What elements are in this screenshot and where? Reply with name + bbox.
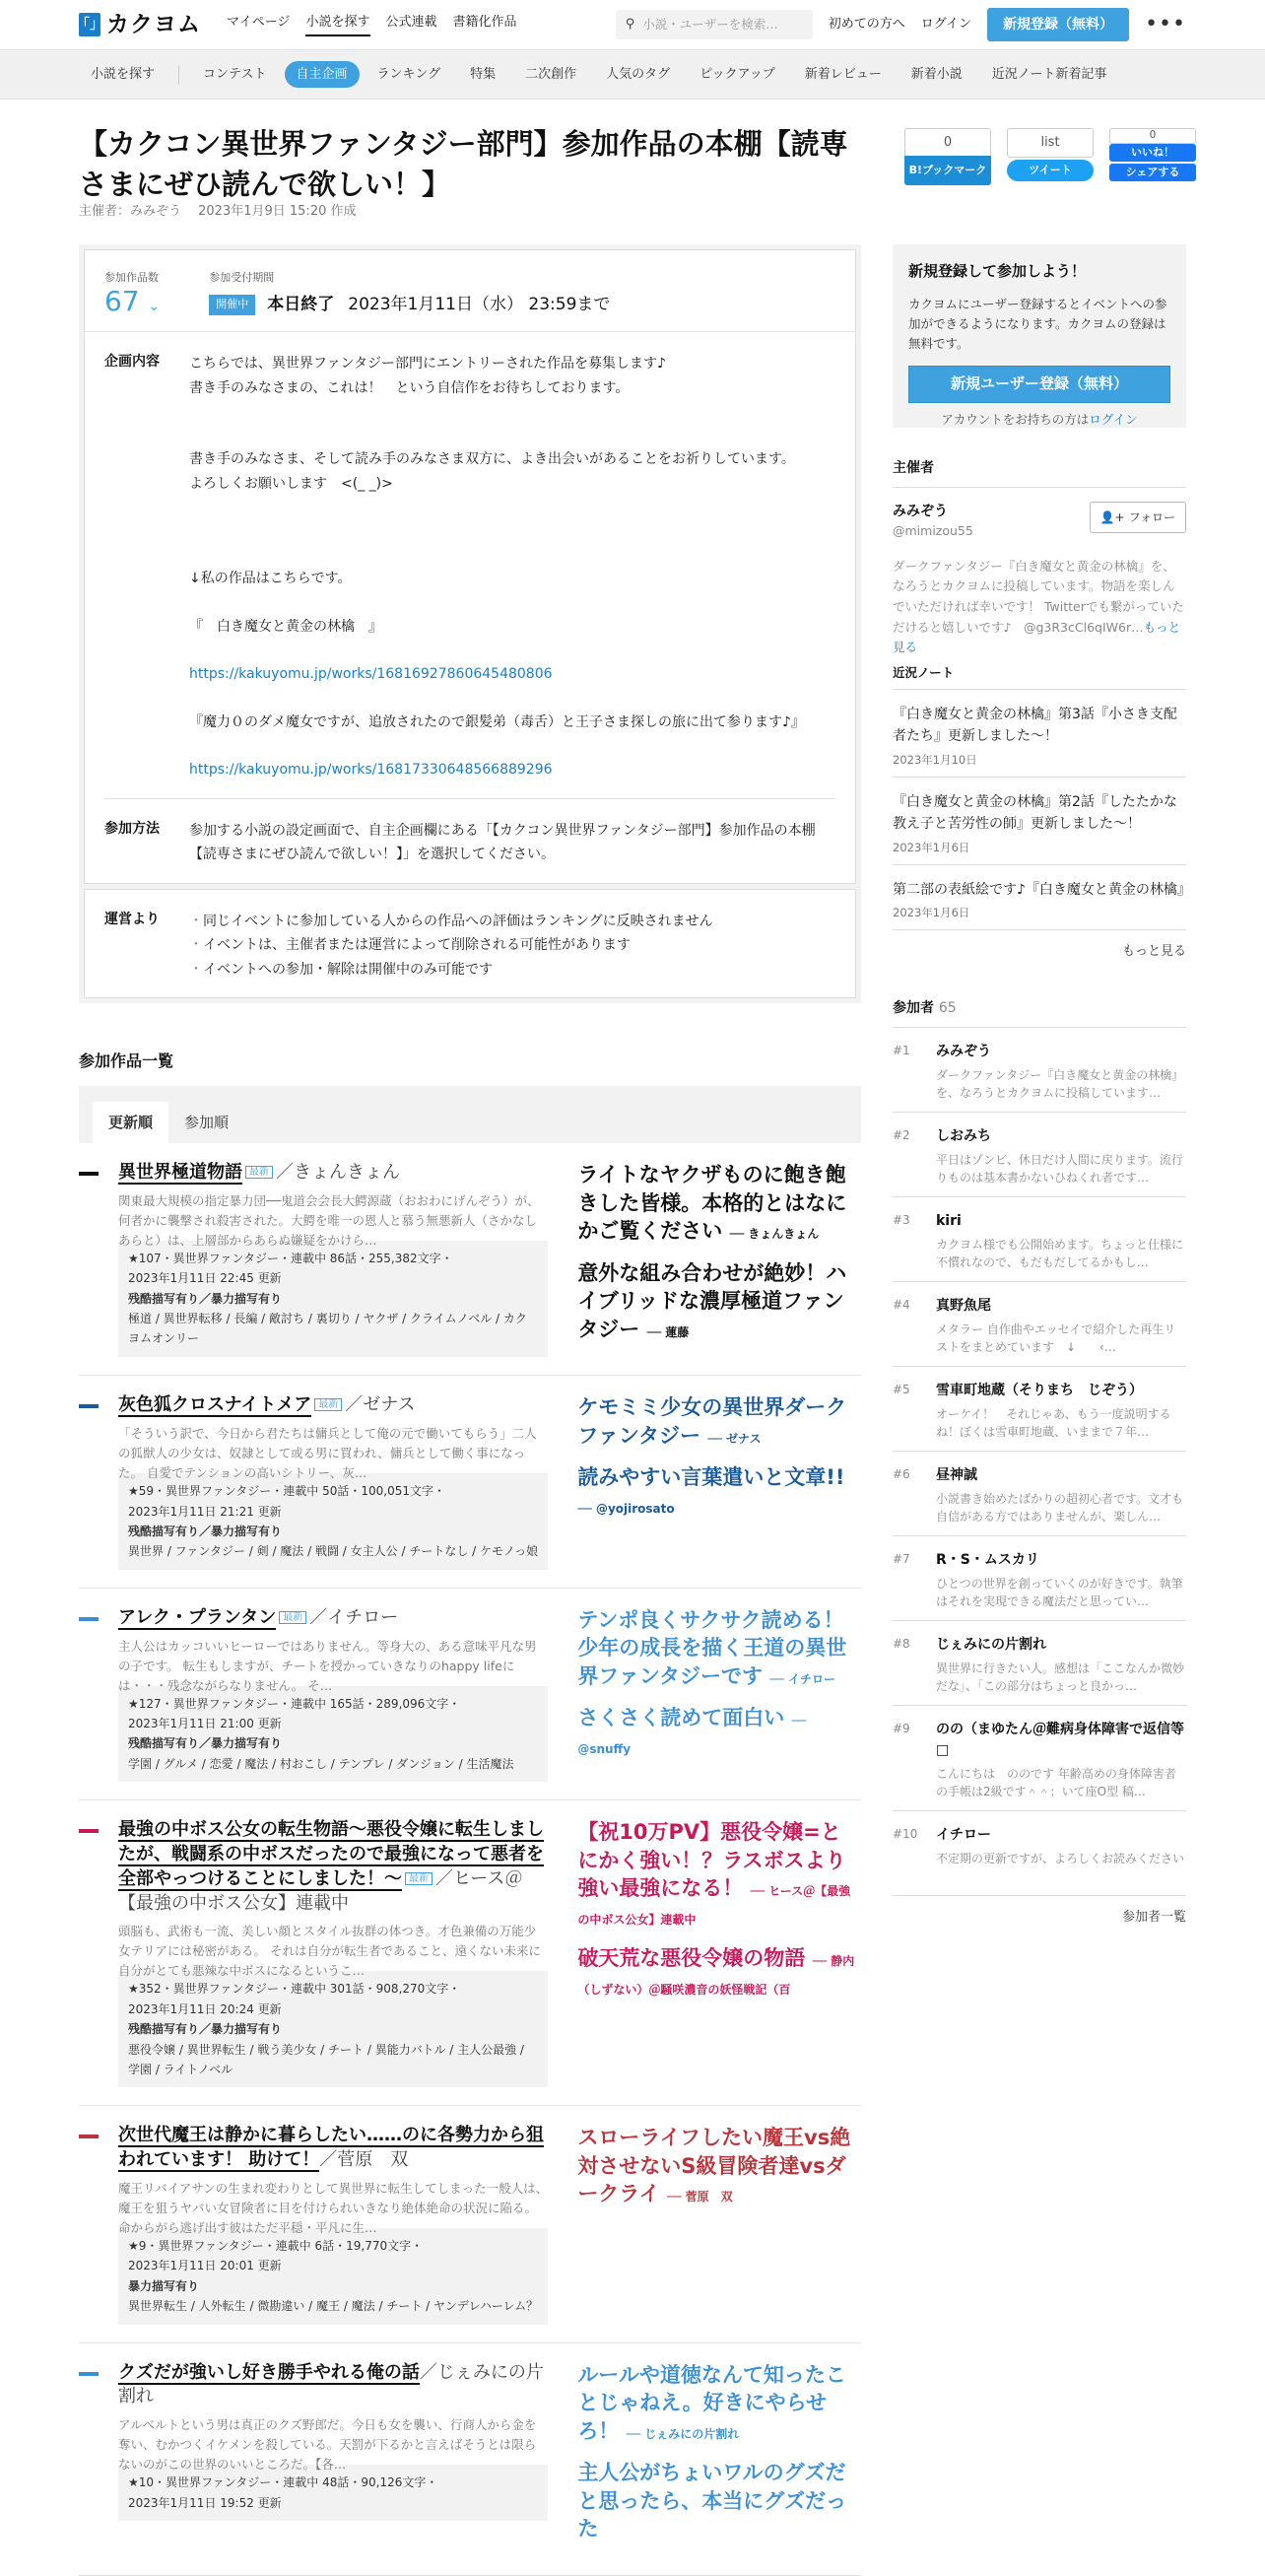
search-placeholder: 小説・ユーザーを検索… (642, 16, 778, 32)
entry-count-label: 参加作品数 (104, 271, 159, 284)
work-meta (118, 1241, 548, 1357)
participants-more-link[interactable]: 参加者一覧 (1121, 1910, 1186, 1925)
entry-count-value: 67 (104, 284, 140, 317)
work-meta-line: 残酷描写有り／暴力描写有り (128, 1524, 283, 1538)
note-item[interactable] (893, 690, 1186, 778)
participant-rank: #4 (893, 1298, 910, 1312)
participant-desc: オーケイ！ それじゃあ、もう一度説明するね！ぼくは雪車町地蔵、いままで７年… (936, 1407, 1171, 1439)
participant-desc: 不定期の更新ですが、よろしくお読みください (936, 1852, 1185, 1865)
work-meta-line: 2023年1月11日 20:01 更新 (128, 2259, 282, 2273)
work-description: アルベルトという男は真正のクズ野郎だ。今日も女を襲い、行商人から金を奪い、むかつくイケメンを殺している。天罰が下るかと言えばそうとは限らないのがこの世界のいいところだ。【各… (118, 2417, 537, 2473)
page-title: 【カクコン異世界ファンタジー部門】参加作品の本棚【読専さまにぜひ読んで欲しい！】 (79, 127, 848, 202)
work-author[interactable]: ／ヒース＠【最強の中ボス公女】連載中 (118, 1867, 523, 1914)
work-meta-line: 2023年1月11日 20:24 更新 (128, 2001, 282, 2016)
work-color-bar (79, 1617, 99, 1621)
participant-desc: カクヨム様でも公開始めます。ちょっと仕様に不慣れなので、もだもだしてるかもし… (936, 1238, 1184, 1269)
work-meta-line: 暴力描写有り (128, 2278, 200, 2293)
subnav-features[interactable]: 特集 (470, 66, 497, 82)
work-meta-line: ★107・異世界ファンタジー・連載中 86話・255,382文字・ (128, 1251, 453, 1265)
review[interactable] (577, 1606, 861, 1691)
participant-rank: #8 (893, 1637, 910, 1651)
organizer-section (893, 458, 1186, 658)
work-title-line (118, 1606, 548, 1631)
work-color-bar (79, 2135, 99, 2138)
content-line (189, 687, 805, 711)
work-author[interactable]: ／イチロー (309, 1606, 399, 1628)
content-line (189, 639, 805, 662)
participant-rank: #6 (893, 1467, 910, 1481)
nav-search-novels[interactable]: 小説を探す (305, 13, 369, 36)
works-list (79, 1143, 861, 2576)
deadline: 2023年1月11日（水） 23:59まで (348, 294, 611, 314)
work-author[interactable]: ／菅原 双 (319, 2149, 409, 2171)
review-text[interactable]: さくさく読めて面白い (577, 1706, 785, 1730)
note-title[interactable]: 『白き魔女と黄金の林檎』第2話『したたかな教え子と苦労性の師』更新しました～！ (893, 793, 1177, 833)
work-meta (118, 1473, 548, 1570)
content-line: ↓私の作品はこちらです。 (189, 571, 352, 586)
list-button[interactable]: list (1007, 128, 1094, 158)
work-item (79, 1376, 861, 1588)
organizer-more-link[interactable]: もっと見る (893, 619, 1181, 655)
participants-count: 65 (938, 1000, 957, 1016)
participant-rank: #5 (893, 1383, 910, 1396)
logo[interactable] (76, 8, 201, 42)
work-description: 主人公はカッコいいヒーローではありません。等身大の、ある意味平凡な男の子です。 転生もしますが、チートを授かっていきなりのhappy lifeには・・・残念ながらなりません。 そ… (118, 1638, 537, 1693)
content-line (189, 424, 805, 447)
participant-row[interactable] (893, 1452, 1186, 1536)
work-meta-line: 極道 / 異世界転移 / 長編 / 敵討ち / 裏切り / ヤクザ / クライムノベル / カクヨムオンリー (128, 1312, 527, 1346)
participant-row[interactable] (893, 1197, 1186, 1282)
work-main (118, 1818, 548, 2087)
content-line (189, 734, 805, 758)
hatebu-share[interactable] (904, 128, 991, 185)
content-line: 『 白き魔女と黄金の林檎 』 (189, 618, 382, 635)
work-description: 頭脳も、武術も一流、美しい顔とスタイル抜群の体つき。才色兼備の万能少女テリアには秘密がある。 それは自分が転生者であること、遠くない未来に自分がとても悪辣な中ボスになるというこ… (118, 1924, 541, 1979)
participant-desc: 異世界に行きたい人。感想は「ここなんか微妙だな」、「この部分はちょっと良かっ… (936, 1661, 1185, 1693)
review-text[interactable]: テンポ良くサクサク読める！少年の成長を描く王道の異世界ファンタジーです (577, 1607, 847, 1688)
participant-rank: #7 (893, 1552, 910, 1566)
work-meta (118, 1971, 548, 2087)
work-item (79, 1143, 861, 1376)
work-reviews (577, 2361, 861, 2557)
content-link[interactable]: https://kakuyomu.jp/works/16817330648566889296 (189, 762, 553, 778)
work-meta-line: ★9・異世界ファンタジー・連載中 6話・19,770文字・ (128, 2238, 424, 2253)
organizer-name[interactable]: みみぞう (893, 504, 948, 519)
participant-desc: メタラー 自作曲やエッセイで紹介した再生リストをまとめています ↓ ‹… (936, 1322, 1176, 1354)
work-main (118, 1606, 548, 1782)
participant-name[interactable]: 雪車町地蔵（そりまち じぞう） (936, 1383, 1143, 1398)
subnav-events[interactable]: 自主企画 (285, 61, 360, 89)
content-line (189, 543, 805, 567)
review-text[interactable]: スローライフしたい魔王vs絶対させないS級冒険者達vsダークライ (577, 2126, 851, 2206)
review[interactable] (577, 1393, 861, 1450)
work-item (79, 2343, 861, 2576)
participant-row[interactable] (893, 1811, 1186, 1896)
participant-row[interactable] (893, 1282, 1186, 1367)
twitter-share[interactable] (1007, 128, 1094, 185)
work-title[interactable]: 灰色狐クロスナイトメア (118, 1394, 312, 1416)
search-input[interactable] (616, 10, 813, 39)
participant-rank: #2 (893, 1128, 910, 1142)
work-meta-line: ★59・異世界ファンタジー・連載中 50話・100,051文字・ (128, 1484, 446, 1499)
global-header (0, 0, 1265, 50)
page-meta: 主催者：みみぞう 2023年1月9日 15:20 作成 (79, 204, 357, 219)
work-meta-line: 残酷描写有り／暴力描写有り (128, 1291, 283, 1306)
work-color-bar (79, 2372, 99, 2376)
work-title-line (118, 2361, 548, 2410)
content-line: こちらでは、異世界ファンタジー部門にエントリーされた作品を募集します♪ (189, 356, 666, 372)
note-item[interactable] (893, 778, 1186, 865)
work-item (79, 2106, 861, 2342)
work-meta-line: 2023年1月11日 22:45 更新 (128, 1271, 282, 1286)
participant-desc: 平日はゾンビ、休日だけ人間に戻ります。流行りものは基本書かないひねくれ者です… (936, 1153, 1183, 1185)
participant-desc: 小説書き始めたばかりの超初心者です。文才も自信がある方ではありませんが、楽しん… (936, 1492, 1184, 1524)
work-reviews (577, 1161, 861, 1357)
hatebu-count: 0 (904, 128, 991, 158)
participant-name[interactable]: R・S・ムスカリ (936, 1552, 1039, 1568)
content-line: よろしくお願いします <(_ _)> (189, 475, 393, 492)
work-meta (118, 1686, 548, 1783)
search-icon: ⚲ (625, 17, 635, 33)
review[interactable] (577, 1161, 861, 1246)
participant-name[interactable]: kiri (936, 1213, 962, 1229)
tab-joined[interactable]: 参加順 (184, 1113, 230, 1131)
notes-section (893, 664, 1191, 962)
participant-row[interactable] (893, 1706, 1186, 1811)
participant-name[interactable]: しおみち (936, 1128, 991, 1144)
participant-rank: #1 (893, 1044, 910, 1057)
works-tabs (79, 1086, 861, 1143)
participant-row[interactable] (893, 1536, 1186, 1621)
work-reviews (577, 2124, 861, 2324)
content-line (189, 496, 805, 519)
notes-more-link[interactable]: もっと見る (1121, 944, 1186, 960)
subnav-fanfic[interactable]: 二次創作 (525, 66, 577, 82)
tab-updated[interactable]: 更新順 (93, 1102, 168, 1144)
content-line: 書き手のみなさま、そして読み手のみなさま双方に、よき出会いがあることをお祈りしています。 (189, 451, 795, 467)
end-today: 本日終了 (267, 294, 335, 314)
organizer-desc: ダークファンタジー『白き魔女と黄金の林檎』を、なろうとカクヨムに投稿しています。物語を楽しんでいただければ幸いです！ Twitterでも繋がっていただけると嬉しいです♪ @g3R3cCl6qIW6r… (893, 558, 1184, 635)
organizer-id: @mimizou55 (893, 523, 973, 538)
review-text[interactable]: 意外な組み合わせが絶妙！ハイブリッドな濃厚極道ファンタジー (577, 1260, 847, 1341)
work-title[interactable]: アレク・プランタン (118, 1606, 277, 1628)
work-reviews (577, 1818, 861, 2087)
content-link[interactable]: https://kakuyomu.jp/works/16816927860645480806 (189, 666, 553, 682)
work-reviews (577, 1606, 861, 1782)
join-register-button[interactable]: 新規ユーザー登録（無料） (908, 366, 1170, 403)
content-line (189, 519, 805, 543)
work-meta-line: 残酷描写有り／暴力描写有り (128, 2022, 283, 2037)
review[interactable] (577, 1463, 861, 1520)
follow-icon: 👤+ (1099, 510, 1125, 524)
review-text[interactable]: 破天荒な悪役令嬢の物語 (577, 1946, 806, 1971)
chevron-down-icon: ⌄ (148, 298, 161, 314)
status-badge: 開催中 (209, 295, 255, 315)
subnav-new-novels[interactable]: 新着小説 (910, 66, 963, 82)
event-info-box (79, 244, 861, 1003)
work-description: 「そういう訳で、今日から君たちは傭兵として俺の元で働いてもらう」二人の狐獣人の少女は、奴隷として或る男に買われ、傭兵として働く事になった。 自愛でテンションの高いシトリー、灰… (118, 1426, 537, 1481)
new-badge: 最新 (279, 1611, 306, 1624)
join-box (893, 244, 1186, 428)
review[interactable] (577, 2361, 861, 2446)
work-meta-line: ★127・異世界ファンタジー・連載中 165話・289,096文字・ (128, 1696, 461, 1711)
unei-note: ・ イベントは、主催者または運営によって削除される可能性があります (189, 933, 713, 958)
follow-button[interactable] (1090, 502, 1186, 533)
fb-share-button[interactable]: シェアする (1109, 164, 1196, 181)
review-author[interactable]: ── 静内（しずない）＠騒咲濃音の妖怪戦記（百 (577, 1954, 855, 1997)
participant-name[interactable]: みみぞう (936, 1044, 991, 1059)
work-item (79, 1800, 861, 2106)
work-title[interactable]: 最強の中ボス公女の転生物語～悪役令嬢に転生しましたが、戦闘系の中ボスだったので最強になって悪者を全部やっつけることにしました！～ (118, 1819, 544, 1889)
review[interactable] (577, 1944, 861, 2000)
subnav-pickup[interactable]: ピックアップ (699, 66, 775, 82)
content-line: 『魔力０のダメ魔女ですが、追放されたので銀髪弟（毒舌）と王子さま探しの旅に出て参ります♪』 (189, 713, 805, 730)
fb-like-button[interactable]: いいね！ (1109, 144, 1196, 162)
work-meta-line: 2023年1月11日 19:52 更新 (128, 2495, 282, 2510)
work-meta-line: ★10・異世界ファンタジー・連載中 48話・90,126文字・ (128, 2475, 438, 2490)
review-text[interactable]: ケモミミ少女の異世界ダークファンタジー (577, 1395, 847, 1448)
work-title-line (118, 2124, 548, 2173)
work-color-bar (79, 1404, 99, 1408)
review-text[interactable]: 主人公がちょいワルのグズだと思ったら、本当にグズだった (577, 2461, 847, 2542)
share-buttons (904, 128, 1196, 185)
review-author[interactable]: ── @snuffy (577, 1714, 807, 1756)
review-author[interactable]: ── きょんきょん (729, 1227, 820, 1242)
work-main (118, 2361, 548, 2557)
review-author[interactable]: ── ゼナス (707, 1431, 762, 1446)
unei-label: 運営より (104, 911, 160, 927)
review[interactable] (577, 1704, 861, 1760)
participants-heading: 参加者 (893, 1000, 934, 1016)
work-main (118, 2124, 548, 2324)
work-meta-line: 異世界 / ファンタジー / 剣 / 魔法 / 戦闘 / 女主人公 / チートなし / ケモノっ娘 (128, 1544, 539, 1559)
work-meta-line: 異世界転生 / 人外転生 / 微勘違い / 魔王 / 魔法 / チート / ヤンデレハーレム？ (128, 2299, 539, 2314)
participant-name[interactable]: のの（まゆたん＠難病身体障害で返信等□ (936, 1722, 1184, 1758)
unei-note: ・ 同じイベントに参加している人からの作品への評価はランキングに反映されません (189, 910, 713, 934)
logo-mark: 「」 (79, 13, 100, 36)
subnav-search[interactable]: 小説を探す (91, 66, 156, 82)
participant-row[interactable] (893, 1028, 1186, 1113)
entry-count[interactable] (104, 270, 160, 317)
work-meta-line: 残酷描写有り／暴力描写有り (128, 1736, 283, 1751)
follow-label: フォロー (1128, 510, 1175, 524)
review[interactable] (577, 1818, 861, 1931)
work-meta-line: ★352・異世界ファンタジー・連載中 301話・908,270文字・ (128, 1982, 461, 1997)
work-title-line (118, 1818, 548, 1916)
review-author[interactable]: ── 蓮藤 (646, 1324, 690, 1339)
subnav-divider (178, 65, 179, 85)
review-text[interactable]: 読みやすい言葉遣いと文章!! (577, 1465, 845, 1490)
method-label: 参加方法 (104, 820, 160, 837)
organizer-heading: 主催者 (893, 458, 1186, 488)
tweet-button[interactable]: ツイート (1007, 160, 1094, 181)
work-title-line (118, 1393, 548, 1418)
content-line (189, 591, 805, 615)
login-prompt: アカウントをお持ちの方は (941, 411, 1090, 427)
works-heading: 参加作品一覧 (79, 1051, 174, 1070)
facebook-share[interactable] (1109, 128, 1196, 185)
work-meta-line: 2023年1月11日 21:21 更新 (128, 1504, 282, 1519)
note-date: 2023年1月6日 (893, 840, 970, 854)
participant-name[interactable]: イチロー (936, 1827, 991, 1843)
participant-row[interactable] (893, 1621, 1186, 1706)
work-author[interactable]: ／じぇみにの片割れ (118, 2361, 544, 2407)
note-title[interactable]: 『白き魔女と黄金の林檎』第3話『小さき支配者たち』更新しました～！ (893, 706, 1177, 745)
work-meta-line: 悪役令嬢 / 異世界転生 / 戦う美少女 / チート / 異能力バトル / 主人公最強 / 学園 / ライトノベル (128, 2042, 524, 2076)
join-text: カクヨムにユーザー登録するとイベントへの参加ができるようになります。カクヨムの登録は無料です。 (908, 296, 1167, 351)
subnav-ranking[interactable]: ランキング (376, 66, 441, 82)
work-reviews (577, 1393, 861, 1569)
work-main (118, 1393, 548, 1569)
participant-row[interactable] (893, 1113, 1186, 1197)
hatebu-button[interactable]: B!ブックマーク (904, 156, 991, 185)
register-button[interactable]: 新規登録（無料） (987, 8, 1129, 41)
subnav-contest[interactable]: コンテスト (203, 66, 267, 82)
review-text[interactable]: ルールや道徳なんて知ったことじゃねえ。好きにやらせろ！ (577, 2362, 846, 2443)
new-badge: 最新 (314, 1398, 342, 1411)
fb-count: 0 (1109, 128, 1196, 144)
note-date: 2023年1月10日 (893, 752, 977, 767)
work-color-bar (79, 1172, 99, 1176)
unei-note: ・ イベントへの参加・解除は開催中のみ可能です (189, 958, 713, 983)
notes-heading: 近況ノート (893, 664, 1186, 690)
review-author[interactable]: ── @yojirosato (577, 1501, 675, 1516)
work-title-line (118, 1161, 548, 1186)
work-item (79, 1589, 861, 1800)
work-author[interactable]: ／ゼナス (345, 1394, 416, 1416)
participant-rank: #10 (893, 1827, 918, 1841)
work-meta-line: 学園 / グルメ / 恋愛 / 魔法 / 村おこし / テンプレ / ダンジョン / 生活魔法 (128, 1756, 514, 1771)
global-nav (227, 13, 517, 36)
subnav-new-notes[interactable]: 近況ノート新着記事 (991, 66, 1107, 82)
new-badge: 最新 (405, 1872, 433, 1885)
new-badge: 最新 (245, 1166, 273, 1179)
more-menu-icon[interactable]: ••• (1145, 12, 1186, 36)
nav-books[interactable]: 書籍化作品 (452, 15, 517, 31)
logo-text: カクヨム (106, 11, 201, 37)
work-meta (118, 2465, 548, 2521)
work-main (118, 1161, 548, 1357)
work-description: 関東最大規模の指定暴力団──鬼道会会長大鰐源蔵（おおわにげんぞう）が、何者かに襲撃され殺害された。大鰐を唯一の恩人と慕う無悪新人（さかなしあらと）は、上層部からあらぬ嫌疑をかけら… (118, 1192, 540, 1248)
participant-desc: ダークファンタジー『白き魔女と黄金の林檎』を、なろうとカクヨムに投稿しています… (936, 1068, 1184, 1100)
content-label: 企画内容 (104, 354, 160, 370)
work-author[interactable]: ／きょんきょん (276, 1162, 400, 1183)
review[interactable] (577, 1259, 861, 1344)
content-line: 書き手のみなさまの、これは！ という自信作をお待ちしております。 (189, 379, 630, 396)
participant-desc: ひとつの世界を創っていくのが好きです。執筆はそれを実現できる魔法だと思ってい… (936, 1577, 1183, 1608)
review[interactable] (577, 2124, 861, 2208)
review-author[interactable]: ── イチロー (769, 1671, 836, 1686)
participant-name[interactable]: 真野魚尾 (936, 1298, 991, 1314)
review-author[interactable]: ── 菅原 双 (667, 2190, 733, 2204)
participant-row[interactable] (893, 1367, 1186, 1452)
note-date: 2023年1月6日 (893, 906, 970, 920)
first-time-link[interactable]: 初めての方へ (828, 17, 905, 33)
join-login-link[interactable]: ログイン (1089, 411, 1138, 427)
work-meta (118, 2228, 548, 2325)
sub-nav (0, 50, 1265, 100)
event-method: 参加する小説の設定画面で、自主企画欄にある「【カクコン異世界ファンタジー部門】参加作品の本棚【読専さまにぜひ読んで欲しい！】」を選択してください。 (189, 822, 816, 862)
participant-name[interactable]: じぇみにの片割れ (936, 1637, 1046, 1653)
participant-rank: #3 (893, 1213, 910, 1227)
subnav-tags[interactable]: 人気のタグ (606, 66, 671, 82)
work-title[interactable]: 次世代魔王は静かに暮らしたい……のに各勢力から狙われています！ 助けて！ (118, 2125, 544, 2171)
work-description: 魔王リバイアサンの生まれ変わりとして異世界に転生してしまった一般人は、魔王を狙うヤバい女冒険者に目を付けられいきなり絶体絶命の状況に陥る。命からがら逃げ出す彼はただ平穏・平凡に生… (118, 2180, 549, 2235)
unei-notes (189, 910, 713, 983)
review-text[interactable]: ライトなヤクザものに飽き飽きした皆様。本格的とはなにかご覧ください (577, 1163, 847, 1244)
note-title[interactable]: 第二部の表紙絵です♪『白き魔女と黄金の林檎』 (893, 881, 1191, 898)
work-color-bar (79, 1829, 99, 1833)
participants-section (893, 998, 1186, 1928)
review-text[interactable]: 【祝10万PV】悪役令嬢=とにかく強い！？ラスボスより強い最強になる！ (577, 1820, 846, 1901)
event-content (189, 352, 805, 782)
nav-official[interactable]: 公式連載 (385, 15, 437, 31)
participant-desc: こんにちは ののです 年齢高めの身体障害者の手帳は2級です＾＾；いて座O型 稿… (936, 1767, 1176, 1798)
nav-mypage[interactable]: マイページ (227, 15, 291, 31)
work-title[interactable]: 異世界極道物語 (118, 1162, 242, 1183)
participant-rank: #9 (893, 1722, 910, 1735)
work-meta-line: 2023年1月11日 21:00 更新 (128, 1716, 282, 1730)
review[interactable] (577, 2459, 861, 2543)
content-line (189, 400, 805, 424)
work-title[interactable]: クズだが強いし好き勝手やれる俺の話 (118, 2361, 420, 2383)
participant-name[interactable]: 昼神誠 (936, 1467, 977, 1483)
period-label: 参加受付期間 (209, 271, 275, 284)
review-author[interactable]: ── ヒース＠【最強の中ボス公女】連載中 (577, 1884, 851, 1927)
subnav-new-reviews[interactable]: 新着レビュー (804, 66, 882, 82)
review-author[interactable]: ── じぇみにの片割れ (626, 2426, 740, 2441)
join-title: 新規登録して参加しよう！ (908, 262, 1087, 280)
login-link[interactable]: ログイン (920, 17, 972, 33)
note-item[interactable] (893, 865, 1191, 931)
